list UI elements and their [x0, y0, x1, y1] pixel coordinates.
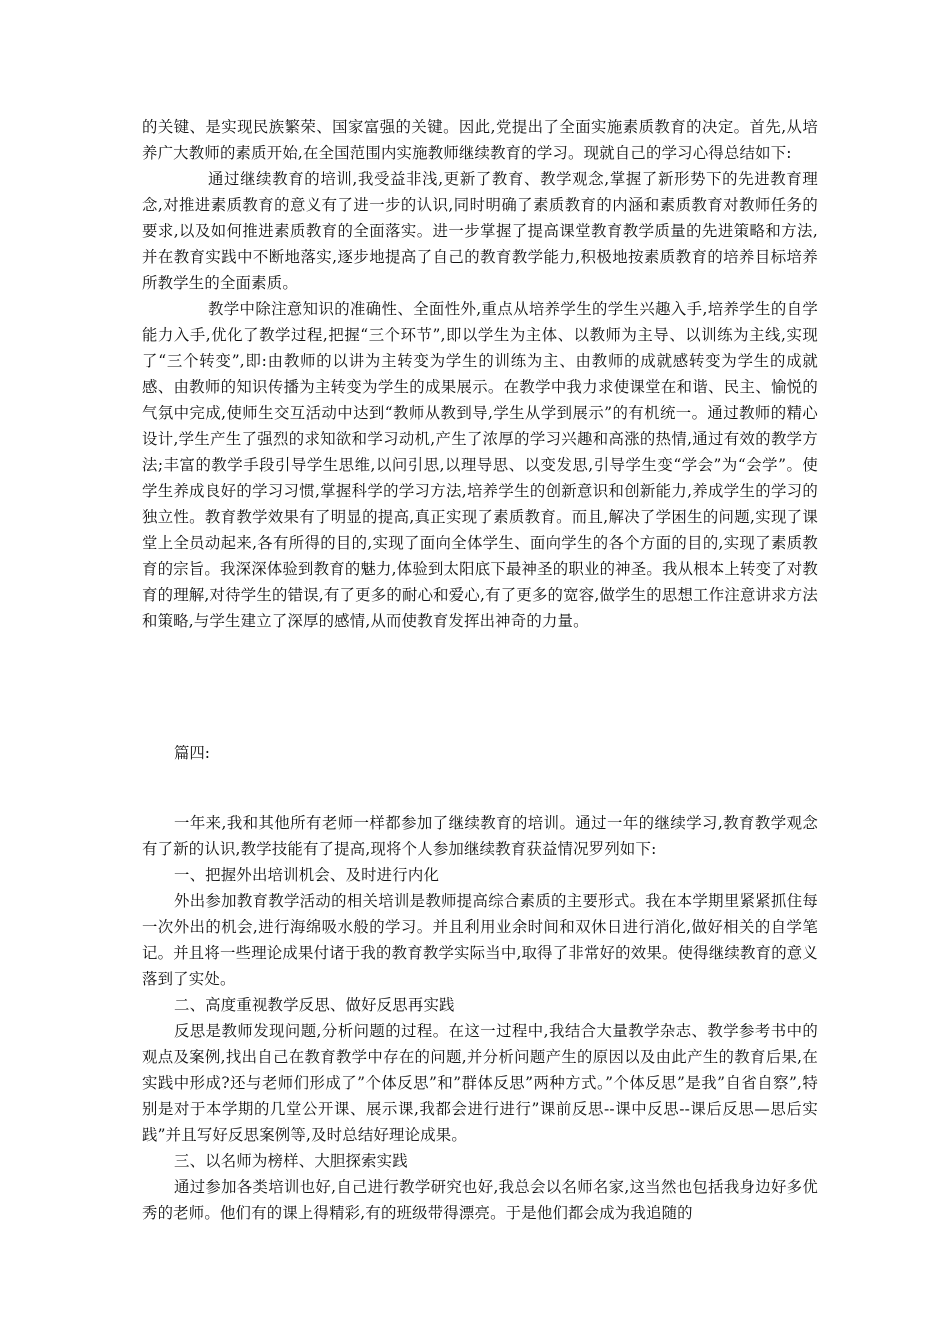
- paragraph: 通过继续教育的培训,我受益非浅,更新了教育、教学观念,掌握了新形势下的先进教育理念,对推进素质教育的意义有了进一步的认识,同时明确了素质教育的内涵和素质教育对教师任务的要求,以及如何推进素质教育的全面落实。进一步掌握了提高课堂教育教学质量的先进策略和方法,并在教育实践中不断地落实,逐步地提高了自己的教育教学能力,积极地按素质教育的培养目标培养所教学生的全面素质。: [142, 170, 818, 292]
- paragraph: 一年来,我和其他所有老师一样都参加了继续教育的培训。通过一年的继续学习,教育教学观念有了新的认识,教学技能有了提高,现将个人参加继续教育获益情况罗列如下:: [142, 814, 818, 858]
- paragraph: 外出参加教育教学活动的相关培训是教师提高综合素质的主要形式。我在本学期里紧紧抓住每一次外出的机会,进行海绵吸水般的学习。并且利用业余时间和双休日进行消化,做好相关的自学笔记。并且将一些理论成果付诸于我的教育教学实际当中,取得了非常好的效果。使得继续教育的意义落到了实处。: [142, 892, 818, 988]
- section-heading: 篇四:: [174, 744, 210, 762]
- subheading: 二、高度重视教学反思、做好反思再实践: [174, 996, 455, 1014]
- part-one-body: [142, 114, 818, 634]
- paragraph: 通过参加各类培训也好,自己进行教学研究也好,我总会以名师名家,这当然也包括我身边好多优秀的老师。他们有的课上得精彩,有的班级带得漂亮。于是他们都会成为我追随的: [142, 1178, 818, 1222]
- subheading: 三、以名师为榜样、大胆探索实践: [174, 1152, 408, 1170]
- paragraph: 反思是教师发现问题,分析问题的过程。在这一过程中,我结合大量教学杂志、教学参考书中的观点及案例,找出自己在教育教学中存在的问题,并分析问题产生的原因以及由此产生的教育后果,在实践中形成?还与老师们形成了”个体反思”和”群体反思”两种方式。”个体反思”是我”自省自察”,特别是对于本学期的几堂公开课、展示课,我都会进行进行”课前反思--课中反思--课后反思—思后实践”并且写好反思案例等,及时总结好理论成果。: [142, 1022, 818, 1144]
- subheading: 一、把握外出培训机会、及时进行内化: [174, 866, 440, 884]
- paragraph: 的关键、是实现民族繁荣、国家富强的关键。因此,党提出了全面实施素质教育的决定。首先,从培养广大教师的素质开始,在全国范围内实施教师继续教育的学习。现就自己的学习心得总结如下:: [142, 118, 818, 162]
- part-two-body: [142, 810, 818, 1226]
- paragraph: 教学中除注意知识的准确性、全面性外,重点从培养学生的学生兴趣入手,培养学生的自学能力入手,优化了教学过程,把握“三个环节”,即以学生为主体、以教师为主导、以训练为主线,实现了“三个转变”,即:由教师的以讲为主转变为学生的训练为主、由教师的成就感转变为学生的成就感、由教师的知识传播为主转变为学生的成果展示。在教学中我力求使课堂在和谐、民主、愉悦的气氛中完成,使师生交互活动中达到“教师从教到导,学生从学到展示”的有机统一。通过教师的精心设计,学生产生了强烈的求知欲和学习动机,产生了浓厚的学习兴趣和高涨的热情,通过有效的教学方法;丰富的教学手段引导学生思维,以问引思,以理导思、以变发思,引导学生变“学会”为“会学”。使学生养成良好的学习习惯,掌握科学的学习方法,培养学生的创新意识和创新能力,养成学生的学习的独立性。教育教学效果有了明显的提高,真正实现了素质教育。而且,解决了学困生的问题,实现了课堂上全员动起来,各有所得的目的,实现了面向全体学生、面向学生的各个方面的目的,实现了素质教育的宗旨。我深深体验到教育的魅力,体验到太阳底下最神圣的职业的神圣。我从根本上转变了对教育的理解,对待学生的错误,有了更多的耐心和爱心,有了更多的宽容,做学生的思想工作注意讲求方法和策略,与学生建立了深厚的感情,从而使教育发挥出神奇的力量。: [142, 300, 818, 630]
